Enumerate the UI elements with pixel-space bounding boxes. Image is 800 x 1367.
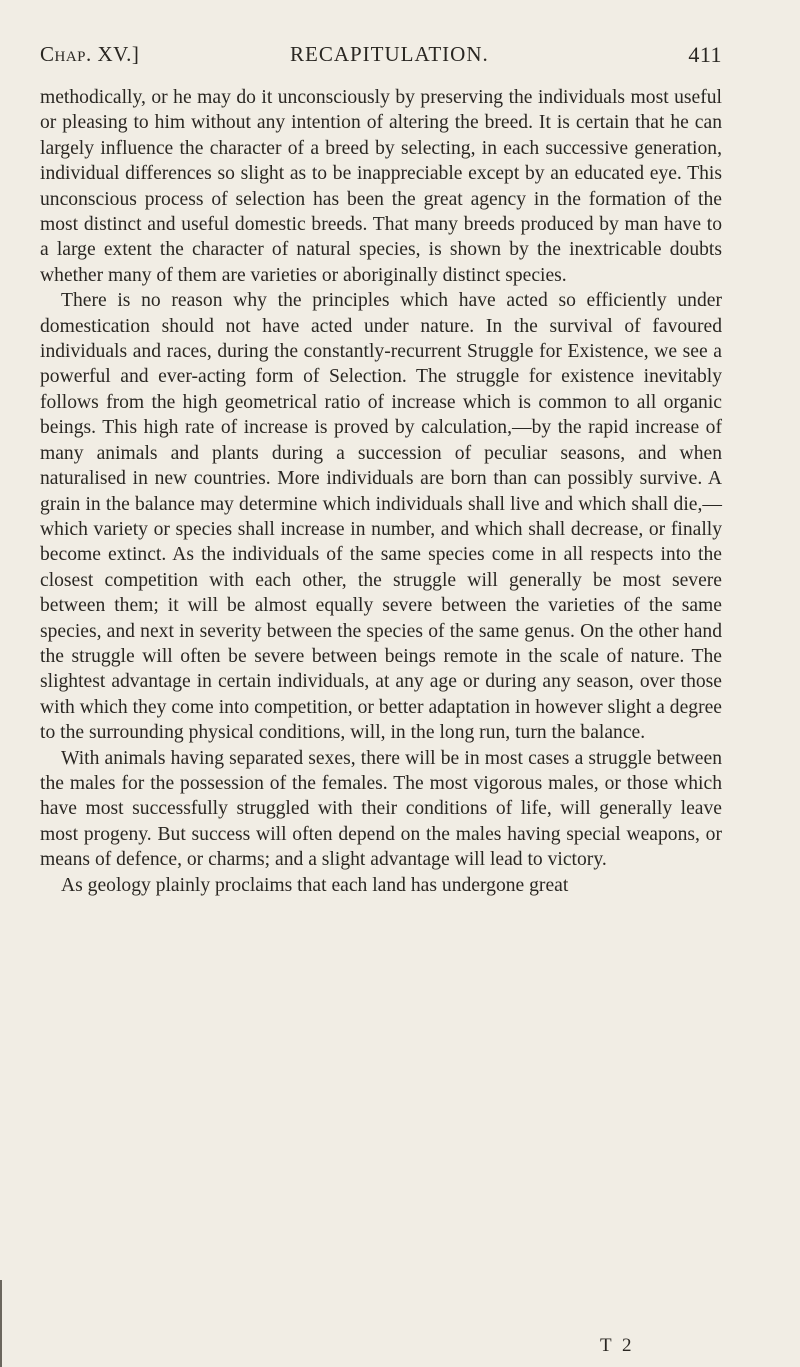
paragraph-geology: As geology plainly proclaims that each land has undergone great	[61, 874, 569, 896]
paragraph-struggle-for-existence: There is no reason why the principles which have acted so efficiently under domestication should not have acted under nature. In the survival of favoured individuals and races, during the constantly-recurrent Struggle for Existence, we see a powerful and ever-acting form of Selection. The struggle for existence inevitably follows from the high geometrical ratio of increase which is common to all organic beings. This high rate of increase is proved by calculation,—by the rapid increase of many animals and plants during a succession of peculiar seasons, and when naturalised in new countries. More individuals are born than can possibly survive. A grain in the balance may determine which individuals shall live and which shall die,—which variety or species shall increase in number, and which shall decrease, or finally become extinct. As the individuals of the same species come in all respects into the closest competition with each other, the struggle will generally be most severe between them; it will be almost equally severe between the varieties of the same species, and next in severity between the species of the same genus. On the other hand the struggle will often be severe between beings remote in the scale of nature. The slightest advantage in certain individuals, at any age or during any season, over those with which they come into competition, or better adaptation in however slight a degree to the surrounding physical conditions, will, in the long run, turn the balance.	[40, 290, 722, 744]
page-number: 411	[688, 42, 722, 67]
paragraph-sexual-selection: With animals having separated sexes, there will be in most cases a struggle between the males for the possession of the females. The most vigorous males, or those which have most successfully struggled with their conditions of life, will generally leave most progeny. But success will often depend on the males having special weapons, or means of defence, or charms; and a slight advantage will lead to victory.	[40, 747, 722, 871]
signature-mark: T 2	[600, 1335, 635, 1356]
running-head	[40, 42, 722, 74]
body-text	[40, 85, 722, 898]
chapter-label: Chap. XV.]	[40, 42, 140, 66]
binding-edge	[0, 1280, 2, 1367]
page-title: RECAPITULATION.	[290, 42, 489, 66]
paragraph-continued: methodically, or he may do it unconsciously by preserving the individuals most useful or pleasing to him without any intention of altering the breed. It is certain that he can largely influence the character of a breed by selecting, in each successive generation, individual differences so slight as to be inappreciable except by an educated eye. This unconscious process of selection has been the great agency in the formation of the most distinct and useful domestic breeds. That many breeds produced by man have to a large extent the character of natural species, is shown by the inextricable doubts whether many of them are varieties or aboriginally distinct species.	[40, 87, 722, 286]
